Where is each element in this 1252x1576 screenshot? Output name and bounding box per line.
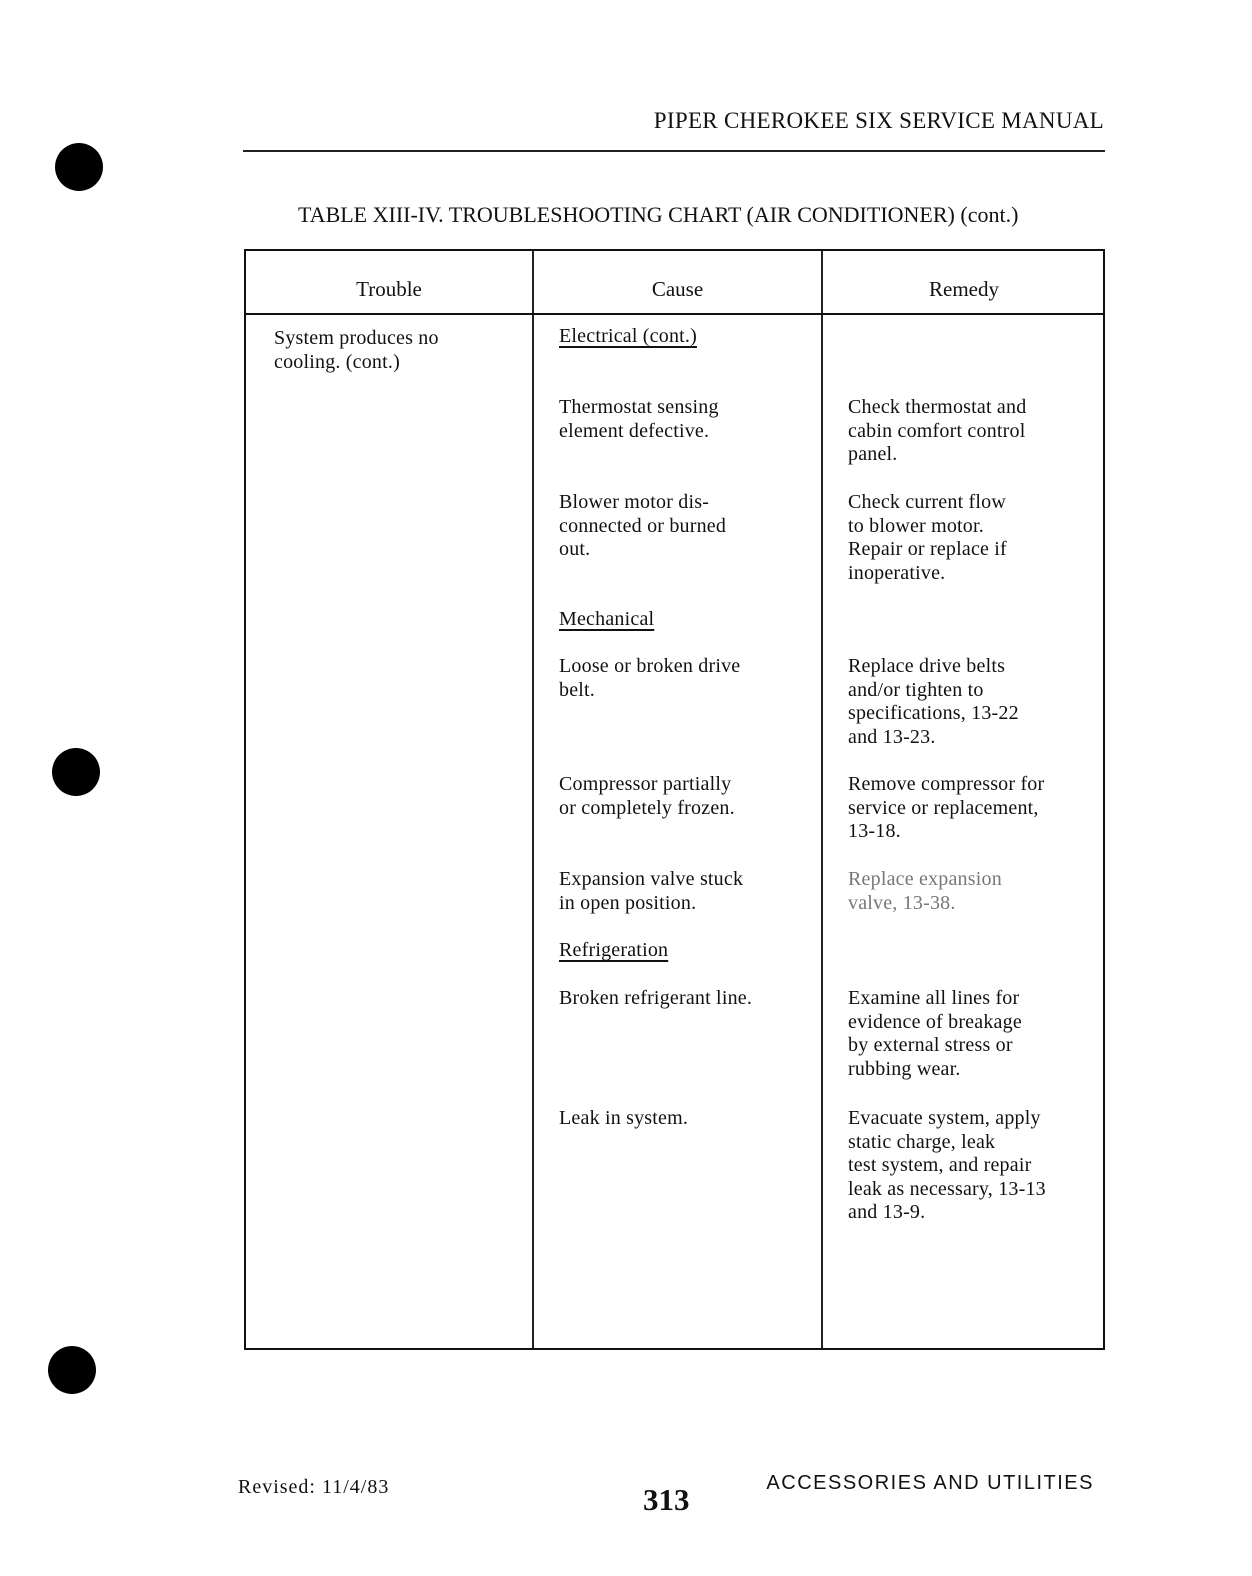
remedy-cell: Replace expansion valve, 13-38.	[848, 868, 1002, 914]
cause-cell: Expansion valve stuck in open position.	[559, 868, 744, 914]
remedy-cell: Replace drive belts and/or tighten to specifications, 13-22 and 13-23.	[848, 655, 1019, 748]
column-divider	[532, 251, 534, 1348]
page-number: 313	[643, 1482, 690, 1517]
section-name: ACCESSORIES AND UTILITIES	[766, 1472, 1094, 1494]
column-header-cause: Cause	[651, 277, 704, 301]
remedy-cell: Remove compressor for service or replacement, 13-18.	[848, 773, 1045, 842]
header-rule	[243, 150, 1105, 152]
remedy-cell: Check thermostat and cabin comfort control panel.	[848, 396, 1027, 465]
cause-cell: Loose or broken drive belt.	[559, 655, 741, 701]
section-electrical: Electrical (cont.)	[559, 325, 697, 347]
trouble-text: System produces no cooling. (cont.)	[274, 327, 439, 373]
troubleshooting-table	[244, 249, 1105, 1350]
cause-cell: Broken refrigerant line.	[559, 987, 753, 1009]
column-header-trouble: Trouble	[356, 277, 422, 301]
table-title: TABLE XIII-IV. TROUBLESHOOTING CHART (AIR CONDITIONER) (cont.)	[298, 202, 1019, 227]
column-divider	[821, 251, 823, 1348]
remedy-cell: Evacuate system, apply static charge, leak test system, and repair leak as necessary, 13-13 and 13-9.	[848, 1107, 1046, 1223]
section-refrigeration: Refrigeration	[559, 939, 669, 961]
cause-cell: Blower motor dis- connected or burned out.	[559, 491, 727, 560]
cause-cell: Thermostat sensing element defective.	[559, 396, 719, 442]
remedy-cell: Check current flow to blower motor. Repair or replace if inoperative.	[848, 491, 1007, 584]
revision-date: Revised: 11/4/83	[238, 1476, 390, 1498]
manual-title: PIPER CHEROKEE SIX SERVICE MANUAL	[653, 108, 1104, 133]
section-mechanical: Mechanical	[559, 608, 655, 630]
binder-hole	[52, 748, 100, 796]
column-header-remedy: Remedy	[929, 277, 999, 301]
binder-hole	[55, 143, 103, 191]
cause-cell: Leak in system.	[559, 1107, 689, 1129]
cause-cell: Compressor partially or completely frozen.	[559, 773, 735, 819]
binder-hole	[48, 1346, 96, 1394]
header-divider	[246, 313, 1103, 315]
remedy-cell: Examine all lines for evidence of breakage by external stress or rubbing wear.	[848, 987, 1022, 1080]
